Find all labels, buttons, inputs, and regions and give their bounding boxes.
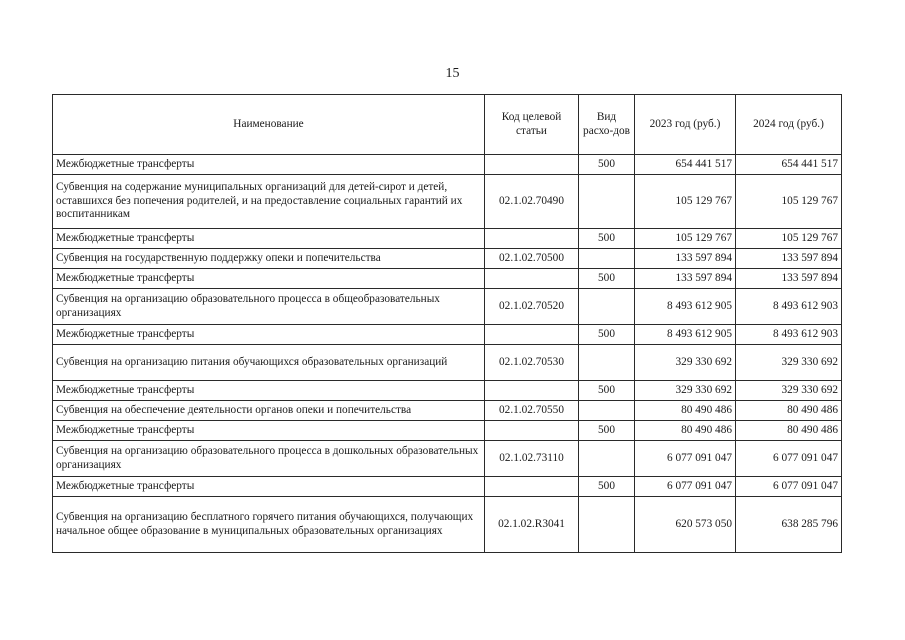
row-2024: 329 330 692 xyxy=(736,345,842,381)
row-2024: 80 490 486 xyxy=(736,421,842,441)
row-name: Субвенция на организацию образовательного процесса в дошкольных образовательных организациях xyxy=(53,441,485,477)
page-number: 15 xyxy=(445,66,460,81)
row-code: 02.1.02.73110 xyxy=(485,441,579,477)
row-2024: 133 597 894 xyxy=(736,249,842,269)
row-2023: 80 490 486 xyxy=(635,401,736,421)
table-body xyxy=(53,155,842,553)
row-name: Межбюджетные трансферты xyxy=(53,421,485,441)
table-row xyxy=(53,421,842,441)
table-row xyxy=(53,175,842,229)
row-2023: 654 441 517 xyxy=(635,155,736,175)
row-2023: 329 330 692 xyxy=(635,381,736,401)
row-code: 02.1.02.70550 xyxy=(485,401,579,421)
table-row xyxy=(53,441,842,477)
table-row xyxy=(53,229,842,249)
header-kind: Вид расхо-дов xyxy=(579,95,635,155)
table-row xyxy=(53,325,842,345)
row-name: Межбюджетные трансферты xyxy=(53,269,485,289)
row-name: Межбюджетные трансферты xyxy=(53,155,485,175)
table-row xyxy=(53,401,842,421)
table-row xyxy=(53,345,842,381)
row-2023: 620 573 050 xyxy=(635,497,736,553)
row-name: Субвенция на организацию бесплатного горячего питания обучающихся, получающих начальное общее образование в муниципальных образовательных организациях xyxy=(53,497,485,553)
row-code xyxy=(485,421,579,441)
row-2024: 329 330 692 xyxy=(736,381,842,401)
row-name: Межбюджетные трансферты xyxy=(53,229,485,249)
row-2024: 6 077 091 047 xyxy=(736,477,842,497)
row-name: Субвенция на организацию образовательного процесса в общеобразовательных организациях xyxy=(53,289,485,325)
row-2023: 133 597 894 xyxy=(635,269,736,289)
header-code: Код целевой статьи xyxy=(485,95,579,155)
row-name: Субвенция на государственную поддержку опеки и попечительства xyxy=(53,249,485,269)
row-name: Субвенция на обеспечение деятельности органов опеки и попечительства xyxy=(53,401,485,421)
header-name: Наименование xyxy=(53,95,485,155)
row-code: 02.1.02.70490 xyxy=(485,175,579,229)
row-2023: 133 597 894 xyxy=(635,249,736,269)
row-kind: 500 xyxy=(579,229,635,249)
row-2024: 8 493 612 903 xyxy=(736,325,842,345)
row-kind xyxy=(579,497,635,553)
row-code: 02.1.02.R3041 xyxy=(485,497,579,553)
row-code xyxy=(485,155,579,175)
row-kind: 500 xyxy=(579,155,635,175)
row-code xyxy=(485,269,579,289)
row-2024: 8 493 612 903 xyxy=(736,289,842,325)
table-row xyxy=(53,497,842,553)
row-2024: 6 077 091 047 xyxy=(736,441,842,477)
row-2024: 638 285 796 xyxy=(736,497,842,553)
row-2023: 8 493 612 905 xyxy=(635,325,736,345)
row-2024: 105 129 767 xyxy=(736,229,842,249)
row-name: Субвенция на содержание муниципальных организаций для детей-сирот и детей, оставшихся без попечения родителей, и на предоставление социальных гарантий их воспитанникам xyxy=(53,175,485,229)
table-row xyxy=(53,477,842,497)
table-row xyxy=(53,381,842,401)
row-2023: 6 077 091 047 xyxy=(635,441,736,477)
header-2023: 2023 год (руб.) xyxy=(635,95,736,155)
row-2024: 654 441 517 xyxy=(736,155,842,175)
row-2023: 80 490 486 xyxy=(635,421,736,441)
table-row xyxy=(53,269,842,289)
row-code: 02.1.02.70530 xyxy=(485,345,579,381)
row-2023: 105 129 767 xyxy=(635,175,736,229)
row-2023: 6 077 091 047 xyxy=(635,477,736,497)
row-kind xyxy=(579,345,635,381)
row-kind xyxy=(579,175,635,229)
table-row xyxy=(53,155,842,175)
row-code xyxy=(485,477,579,497)
row-2023: 8 493 612 905 xyxy=(635,289,736,325)
row-2023: 105 129 767 xyxy=(635,229,736,249)
row-name: Межбюджетные трансферты xyxy=(53,325,485,345)
row-kind xyxy=(579,401,635,421)
budget-table xyxy=(52,94,842,553)
row-code xyxy=(485,325,579,345)
header-2024: 2024 год (руб.) xyxy=(736,95,842,155)
row-kind: 500 xyxy=(579,325,635,345)
row-kind xyxy=(579,441,635,477)
row-code xyxy=(485,381,579,401)
table-row xyxy=(53,289,842,325)
row-2023: 329 330 692 xyxy=(635,345,736,381)
table-row xyxy=(53,249,842,269)
row-kind xyxy=(579,249,635,269)
row-name: Межбюджетные трансферты xyxy=(53,477,485,497)
row-name: Субвенция на организацию питания обучающихся образовательных организаций xyxy=(53,345,485,381)
row-2024: 133 597 894 xyxy=(736,269,842,289)
row-code: 02.1.02.70520 xyxy=(485,289,579,325)
row-code xyxy=(485,229,579,249)
row-kind: 500 xyxy=(579,477,635,497)
row-name: Межбюджетные трансферты xyxy=(53,381,485,401)
row-code: 02.1.02.70500 xyxy=(485,249,579,269)
row-2024: 105 129 767 xyxy=(736,175,842,229)
row-kind: 500 xyxy=(579,269,635,289)
row-kind: 500 xyxy=(579,381,635,401)
row-kind: 500 xyxy=(579,421,635,441)
row-2024: 80 490 486 xyxy=(736,401,842,421)
table-header-row xyxy=(53,95,842,155)
row-kind xyxy=(579,289,635,325)
